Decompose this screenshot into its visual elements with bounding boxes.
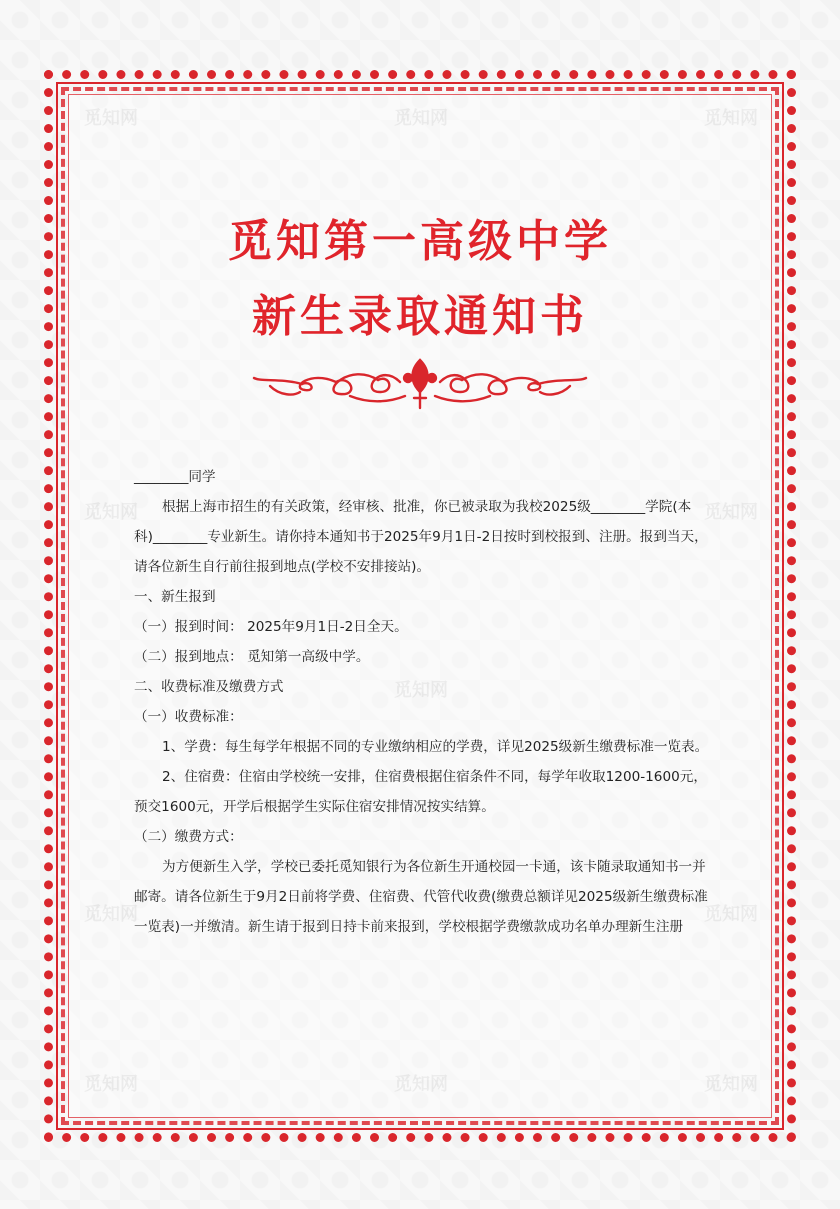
- payment-paragraph: 为方便新生入学，学校已委托觅知银行为各位新生开通校园一卡通，该卡随录取通知书一并邮寄。请各位新生于9月2日前将学费、住宿费、代管代收费(缴费总额详见2025级新生缴费标准一览表)一并缴清。新生请于报到日持卡前来报到，学校根据学费缴款成功名单办理新生注册: [134, 859, 708, 935]
- watermark: 觅知网: [84, 502, 138, 523]
- watermark: 觅知网: [394, 1074, 448, 1095]
- registration-location: （二）报到地点： 觅知第一高级中学。: [134, 649, 370, 665]
- watermark: 觅知网: [704, 108, 758, 129]
- watermark: 觅知网: [84, 904, 138, 925]
- watermark: 觅知网: [84, 1074, 138, 1095]
- registration-time: （一）报到时间： 2025年9月1日-2日全天。: [134, 619, 408, 635]
- notice-title: 新生录取通知书: [252, 291, 588, 342]
- watermark: 觅知网: [704, 904, 758, 925]
- payment-method-heading: （二）缴费方式：: [134, 829, 243, 845]
- school-title: 觅知第一高级中学: [228, 216, 612, 267]
- watermark: 觅知网: [704, 502, 758, 523]
- section-heading-registration: 一、新生报到: [134, 589, 216, 605]
- admission-paragraph: 根据上海市招生的有关政策，经审核、批准，你已被录取为我校2025级________学院(本科)________专业新生。请你持本通知书于2025年9月1日-2日按时到校报到、注册。报到当天，请各位新生自行前往报到地点(学校不安排接站)。: [134, 499, 708, 575]
- flourish-ornament-icon: [250, 352, 590, 412]
- watermark: 觅知网: [84, 108, 138, 129]
- salutation: ________同学: [134, 469, 216, 485]
- watermark: 觅知网: [394, 108, 448, 129]
- watermark: 觅知网: [394, 680, 448, 701]
- section-heading-fees: 二、收费标准及缴费方式: [134, 679, 284, 695]
- fee-standard-heading: （一）收费标准：: [134, 709, 243, 725]
- dormitory-fee-paragraph: 2、住宿费：住宿由学校统一安排，住宿费根据住宿条件不同，每学年收取1200-1600元，预交1600元，开学后根据学生实际住宿安排情况按实结算。: [134, 769, 707, 815]
- watermark: 觅知网: [704, 1074, 758, 1095]
- tuition-fee-paragraph: 1、学费：每生每学年根据不同的专业缴纳相应的学费，详见2025级新生缴费标准一览表。: [162, 739, 709, 755]
- letter-body: [134, 462, 714, 942]
